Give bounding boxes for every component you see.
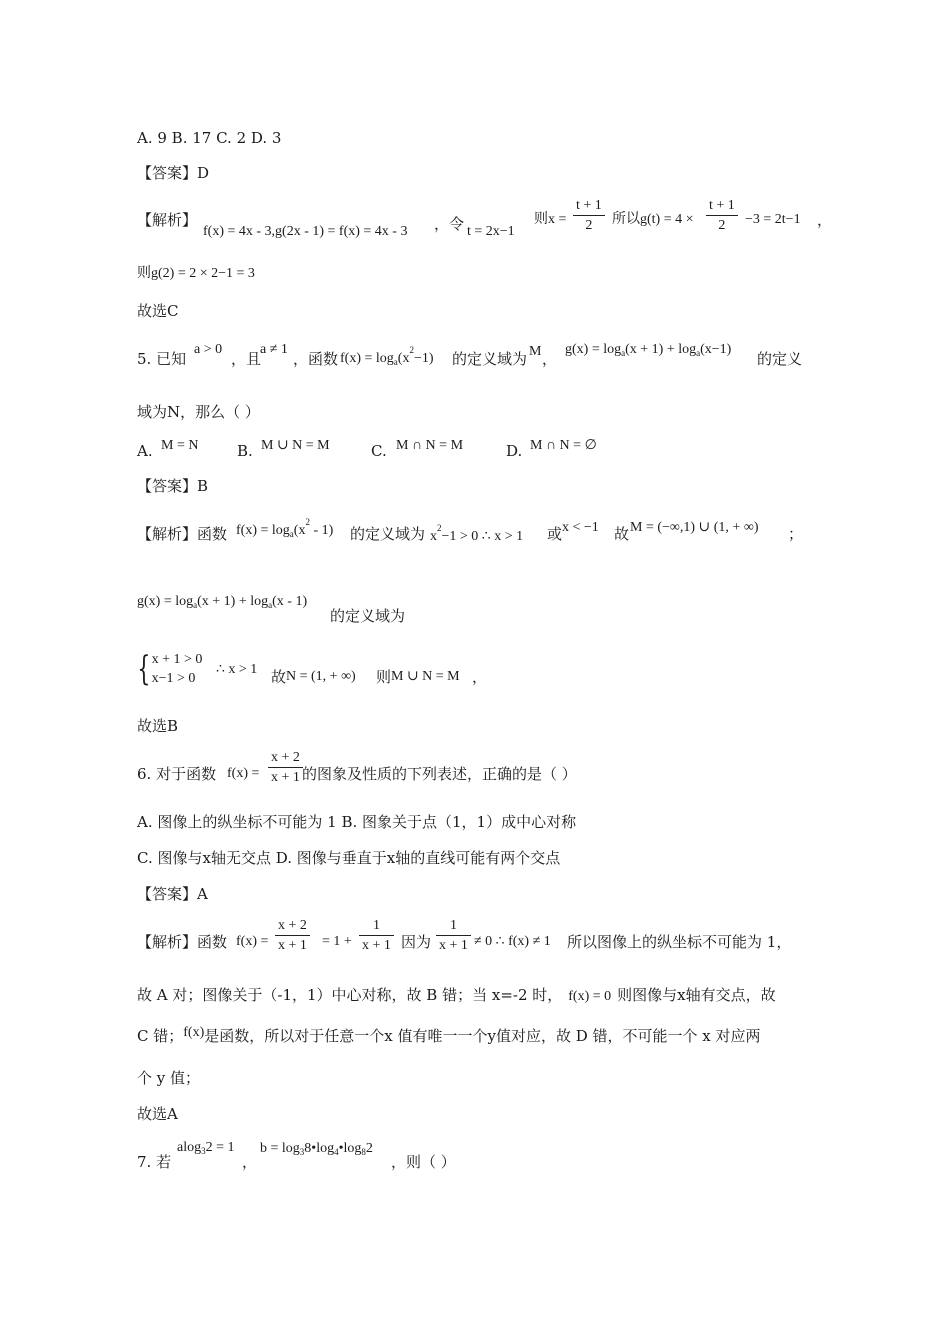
q7-stem [137, 1138, 837, 1174]
option-b: M ∪ N = M [261, 438, 330, 453]
text: ，且 [231, 350, 262, 368]
math: −3 = 2t−1 [745, 212, 801, 227]
q6-analysis-1 [137, 916, 837, 964]
q6-analysis-4: 个 y 值； [137, 1069, 201, 1087]
option-label: B. [237, 442, 253, 460]
math: 则x = [534, 212, 567, 227]
fraction: $\frac{1}{x + 1}$ [359, 916, 394, 955]
text: 故 [614, 525, 630, 543]
q4-conclusion: 故选C [137, 302, 179, 320]
q6-options-cd: C. 图像与x轴无交点 D. 图像与垂直于x轴的直线可能有两个交点 [137, 849, 561, 867]
q5-analysis-1 [137, 512, 837, 544]
q5-analysis-2 [137, 590, 537, 626]
q6-analysis-2 [137, 985, 837, 1007]
text: 的图象及性质的下列表述，正确的是（ ） [302, 765, 577, 783]
text: ， [542, 350, 558, 368]
text: 是函数，所以对于任意一个x 值有唯一一个y值对应，故 D 错，不可能一个 x 对应两 [204, 1027, 761, 1045]
math: 所以g(t) = 4 × [612, 212, 694, 227]
q5-line2: 域为N，那么（ ） [137, 403, 260, 421]
text: ，则（ ） [391, 1153, 456, 1171]
q5-stem [137, 340, 837, 370]
math: a ≠ 1 [260, 342, 288, 357]
math: x < −1 [562, 520, 599, 535]
math: ≠ 0 ∴ f(x) ≠ 1 [474, 934, 551, 949]
option-a: M = N [161, 438, 199, 453]
math: = 1 + [322, 934, 352, 949]
text: 故 A 对；图像关于（-1，1）中心对称，故 B 错；当 x=-2 时， [137, 986, 563, 1004]
text: ； [788, 525, 804, 543]
option-label: D. [506, 442, 523, 460]
q5-answer: 【答案】B [137, 477, 209, 495]
math: $x^2-1 > 0$ ∴ x > 1 [430, 523, 524, 544]
text: C 错； [137, 1027, 184, 1045]
q4-answer: 【答案】D [137, 164, 210, 182]
math: alog$_3$2 = 1 [177, 1140, 235, 1156]
math: ∴ x > 1 [216, 662, 258, 677]
text: 的定义 [757, 350, 803, 368]
math-sub: t = 2x−1 [467, 224, 515, 239]
math: M = (−∞,1) ∪ (1, + ∞) [630, 520, 759, 535]
math-gx: $g(x) = \log_a(x + 1) + \log_a(x-1)$ [565, 342, 732, 358]
math-fx: $f(x) = \log_a(x^2 - 1)$ [236, 517, 334, 539]
text: 则 [376, 668, 392, 686]
text: 【解析】函数 [137, 933, 228, 951]
math-fx: $f(x) = \log_a(x^2-1)$ [340, 345, 434, 367]
q5-analysis-3 [133, 650, 633, 694]
q4-line2: 则g(2) = 2 × 2−1 = 3 [137, 266, 255, 281]
q6-answer: 【答案】A [137, 885, 208, 903]
text: 的定义域为 [330, 607, 406, 625]
text: 则图像与x轴有交点，故 [617, 986, 776, 1004]
option-label: C. [371, 442, 387, 460]
text: 故 [271, 668, 287, 686]
text: ， [472, 668, 488, 686]
q5-conclusion: 故选B [137, 717, 179, 735]
text: 7. 若 [137, 1153, 172, 1171]
fraction: $\frac{x + 2}{x + 1}$ [275, 916, 310, 955]
text: 所以图像上的纵坐标不可能为 1， [567, 933, 792, 951]
text: 因为 [401, 933, 432, 951]
math: N = (1, + ∞) [286, 669, 356, 684]
math: $b = \log_38•\log_4•\log_82$ [260, 1141, 373, 1157]
text: ，令 [434, 215, 465, 233]
text: ， [817, 211, 833, 229]
q5-options [137, 436, 837, 460]
text: 的定义域为 [452, 350, 528, 368]
fraction: $\frac{t + 1}{2}$ [706, 196, 738, 235]
option-c: M ∩ N = M [396, 438, 464, 453]
q6-options-ab: A. 图像上的纵坐标不可能为 1 B. 图象关于点（1，1）成中心对称 [137, 813, 577, 831]
math: f(x) = [227, 766, 260, 781]
system-of-inequalities: { x + 1 > 0 x−1 > 0 [137, 649, 203, 689]
math: f(x) = 0 [568, 989, 612, 1004]
q6-analysis-3 [137, 1026, 837, 1048]
math: f(x) = [236, 934, 269, 949]
text: 6. 对于函数 [137, 765, 217, 783]
text: 5. 已知 [137, 350, 187, 368]
math-fx-def: f(x) = 4x - 3,g(2x - 1) = f(x) = 4x - 3 [203, 224, 408, 239]
text: 的定义域为 [350, 525, 426, 543]
option-d: M ∩ N = ∅ [530, 438, 597, 453]
text: 或 [547, 525, 563, 543]
text: ，函数 [293, 350, 339, 368]
q6-conclusion: 故选A [137, 1105, 178, 1123]
text: ， [242, 1153, 258, 1171]
fraction: $\frac{x + 2}{x + 1}$ [268, 748, 303, 787]
fraction: $\frac{t + 1}{2}$ [573, 196, 605, 235]
q6-stem [137, 748, 837, 794]
math-gx: $g(x) = \log_a(x + 1) + \log_a(x - 1)$ [137, 594, 308, 610]
fraction: $\frac{1}{x + 1}$ [436, 916, 471, 955]
math: a > 0 [194, 342, 223, 357]
text: 【解析】函数 [137, 525, 228, 543]
option-label: A. [137, 442, 153, 460]
math: M ∪ N = M [391, 669, 460, 684]
math: M [529, 344, 542, 359]
analysis-label: 【解析】 [137, 211, 198, 229]
math: f(x) [183, 1025, 205, 1040]
q4-options: A. 9 B. 17 C. 2 D. 3 [137, 129, 282, 147]
